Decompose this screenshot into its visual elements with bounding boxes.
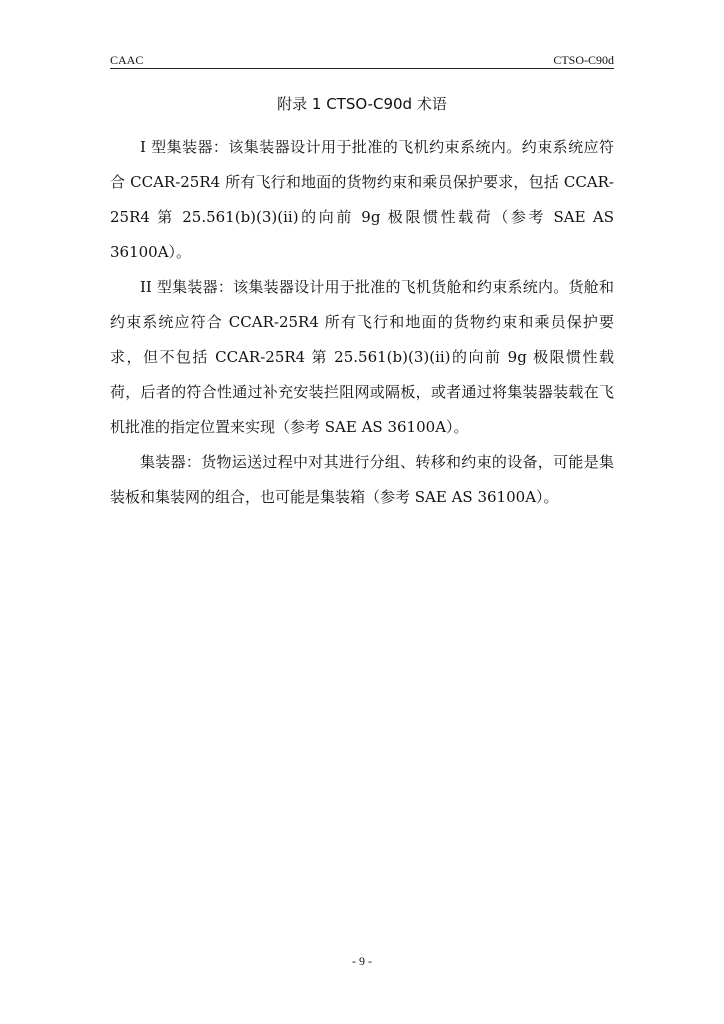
appendix-title: 附录 1 CTSO-C90d 术语 [277, 95, 447, 113]
page-header [110, 52, 614, 68]
header-divider [110, 68, 614, 69]
document-body [110, 130, 614, 515]
header-left-text: CAAC [110, 53, 144, 67]
paragraph-type-ii-definition: II 型集装器：该集装器设计用于批准的飞机货舱和约束系统内。货舱和约束系统应符合 CCAR-25R4 所有飞行和地面的货物约束和乘员保护要求，但不包括 CCAR-25R4 第 25.561(b)(3)(ii)的向前 9g 极限惯性载荷，后者的符合性通过补充安装拦阻网或隔板，或者通过将集装器装载在飞机批准的指定位置来实现（参考 SAE AS 36100A）。 [110, 278, 614, 436]
page-number: - 9 - [352, 954, 372, 968]
header-right-text: CTSO-C90d [553, 53, 614, 67]
paragraph-type-i-definition: I 型集装器：该集装器设计用于批准的飞机约束系统内。约束系统应符合 CCAR-25R4 所有飞行和地面的货物约束和乘员保护要求，包括 CCAR-25R4 第 25.561(b)(3)(ii)的向前 9g 极限惯性载荷（参考 SAE AS 36100A）。 [110, 138, 614, 261]
paragraph-uld-definition: 集装器：货物运送过程中对其进行分组、转移和约束的设备，可能是集装板和集装网的组合，也可能是集装箱（参考 SAE AS 36100A）。 [110, 453, 614, 506]
